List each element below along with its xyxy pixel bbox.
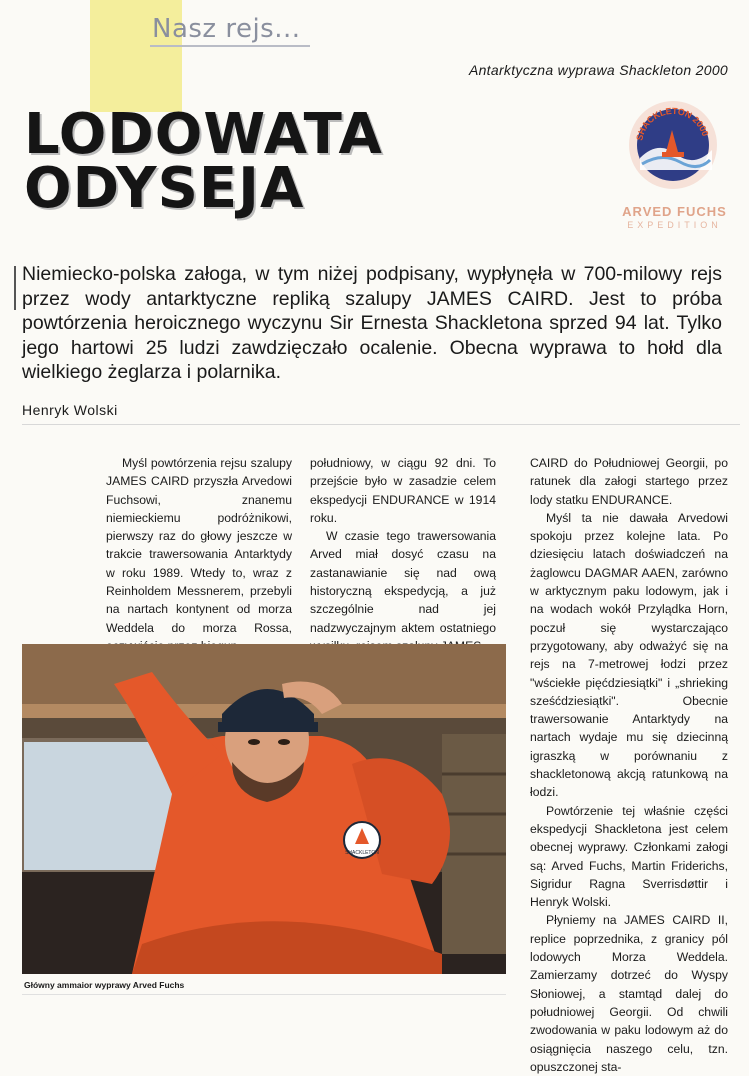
- expedition-logo: [612, 96, 737, 236]
- paragraph: Myśl powtórzenia rejsu szalupy JAMES CAIRD przyszła Arvedowi Fuchsowi, znanemu niemieckiemu podróżnikowi, pierwszy raz do głowy jeszcze w trakcie trawersowania Antarktydy w roku 1989. Wtedy to, wraz z Reinholdem Messnerem, przebyli na nartach kontynent od morza Weddela do morza Rossa,: [106, 456, 292, 635]
- photo-caption: Główny ammaior wyprawy Arved Fuchs: [24, 980, 185, 990]
- caption-rule: [22, 994, 506, 995]
- headline: [24, 102, 383, 221]
- text-column-3: [530, 454, 728, 1076]
- paragraph: W czasie tego trawersowania Arved miał dosyć czasu na zastanawianie się nad ową historyczną ekspedycją, a już szczególnie nad jej nadzwyczajnym aktem ostatniego: [310, 529, 496, 635]
- paragraph: Płyniemy na JAMES CAIRD II, replice poprzednika, z granicy pól lodowych Morza Weddela. Zamierzamy dotrzeć do Wyspy Słoniowej, a stamtąd dalej do południowej Georgii. Od chwili zwodowania w paku lodowym aż do osiągnięcia naszego celu, tzn. opuszczonej sta-: [530, 913, 728, 1074]
- logo-name: ARVED FUCHS: [622, 204, 727, 219]
- headline-line-2: ODYSEJA: [24, 156, 305, 221]
- text-column-2: [310, 454, 496, 655]
- section-underline: [150, 45, 310, 47]
- lead-marker: [14, 266, 16, 310]
- author-byline: Henryk Wolski: [22, 402, 118, 418]
- logo-ring-text: SHACKLETON 2000: [634, 105, 711, 142]
- headline-line-1: LODOWATA: [24, 102, 383, 167]
- article-photo: [22, 644, 506, 974]
- paragraph: Myśl ta nie dawała Arvedowi spokoju przez kolejne lata. Po dziesięciu latach doświadczeń na żaglowcu DAGMAR AAEN, zarówno w arktycznym paku lodowym, jak i na wodach wokół Przylądka Horn, poczuł się wystarczająco przygotowany, aby odważyć się na rejs na 7-metrowej łodzi przez "wściekłe pięćdziesiątki" i „shrieking sześćdziesiątki". Obecnie trawersowanie Antarktydy na nartach wydaje mu się dziecinną igraszką w porównaniu z shackletonową akcją ratunkową na łodzi.: [530, 510, 728, 800]
- paragraph: CAIRD do Południowej Georgii, po ratunek dla załogi startego przez lody statku ENDURANCE.: [530, 456, 728, 507]
- expedition-emblem-icon: [628, 100, 718, 190]
- text-column-1: [106, 454, 292, 655]
- article-subtitle: Antarktyczna wyprawa Shackleton 2000: [468, 62, 728, 78]
- lead-paragraph: Niemiecko-polska załoga, w tym niżej podpisany, wypłynęła w 700-milowy rejs przez wody antarktyczne repliką szalupy JAMES CAIRD. Jest to próba powtórzenia heroicznego wyczynu Sir Ernesta Shackletona sprzed 94 lat. Tylko jego hartowi 25 ludzi zawdzięczało ocalenie. Obecna wyprawa to hołd dla wielkiego żeglarza i polarnika.: [22, 263, 722, 383]
- divider: [22, 424, 740, 425]
- paragraph: Powtórzenie tej właśnie części ekspedycji Shackletona jest celem obecnej wyprawy. Członkami załogi są: Arved Fuchs, Martin Friderichs, Sigridur Ragna Sverrisdøttir i Henryk Wolski.: [530, 803, 728, 910]
- paragraph: południowy, w ciągu 92 dni. To przejście było w zasadzie celem ekspedycji ENDURANCE w 1914 roku.: [310, 456, 496, 525]
- suit-patch-text: SHACKLETON: [345, 850, 379, 856]
- photo-illustration: [22, 644, 506, 974]
- logo-subtitle: EXPEDITION: [627, 220, 722, 230]
- section-title: Nasz rejs...: [152, 14, 301, 44]
